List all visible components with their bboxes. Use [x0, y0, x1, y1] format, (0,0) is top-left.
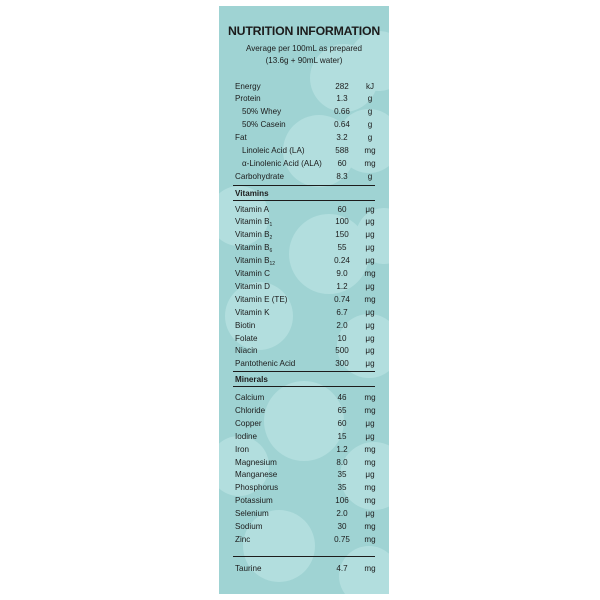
nutrient-name: Manganese	[235, 470, 278, 480]
nutrient-name: Biotin	[235, 320, 256, 330]
nutrient-row-calcium	[219, 391, 389, 404]
nutrient-value: 8.3	[336, 171, 348, 181]
nutrient-name: Vitamin C	[235, 269, 270, 278]
nutrient-row-sodium	[219, 520, 389, 533]
nutrient-row-50-whey	[219, 105, 389, 118]
nutrient-row-iodine	[219, 430, 389, 443]
nutrient-value: 35	[337, 483, 347, 493]
nutrient-row-copper	[219, 417, 389, 430]
nutrient-value: 1.2	[336, 444, 348, 454]
section-heading-minerals: Minerals	[235, 374, 268, 384]
nutrient-row-magnesium	[219, 456, 389, 469]
nutrient-value: 2.0	[336, 509, 348, 519]
divider	[233, 386, 375, 387]
nutrient-unit: g	[367, 107, 373, 117]
serving-preparation: (13.6g + 90mL water)	[265, 56, 343, 65]
nutrient-name: Pantothenic Acid	[235, 359, 296, 369]
nutrient-unit: mg	[364, 269, 376, 278]
nutrient-subscript: 1	[269, 222, 273, 229]
nutrient-unit: μg	[365, 320, 375, 330]
nutrient-unit: mg	[364, 534, 376, 544]
nutrient-value: 1.3	[336, 94, 348, 104]
nutrient-row-vitamin-b12	[219, 254, 389, 267]
nutrient-name: Vitamin $B_6$	[235, 243, 273, 255]
nutrient-unit: μg	[365, 333, 375, 343]
nutrient-row-taurine	[219, 562, 389, 575]
nutrient-value: 100	[335, 217, 349, 227]
nutrient-value: 60	[337, 418, 347, 428]
nutrient-value: 282	[335, 81, 349, 91]
nutrient-row-manganese	[219, 468, 389, 481]
nutrition-panel	[219, 6, 389, 594]
nutrient-row-vitamin-b6	[219, 241, 389, 254]
nutrient-value: 15	[337, 431, 347, 441]
nutrient-row-50-casein	[219, 118, 389, 131]
nutrient-name: Phosphorus	[235, 483, 279, 493]
nutrient-row-pantothenic-acid	[219, 357, 389, 370]
nutrient-unit: mg	[364, 444, 376, 454]
nutrient-name: Carbohydrate	[235, 171, 285, 181]
nutrient-value: 0.66	[334, 107, 350, 117]
nutrient-name: Linoleic Acid (LA)	[242, 146, 305, 155]
nutrient-value: 4.7	[336, 563, 348, 573]
nutrient-name: Protein	[235, 94, 261, 104]
nutrient-value: 500	[335, 346, 349, 356]
nutrient-unit: μg	[365, 243, 375, 253]
nutrient-value: 3.2	[336, 133, 348, 143]
nutrient-name: Vitamin $B_{12}$	[235, 256, 276, 268]
section-heading-vitamins: Vitamins	[235, 188, 269, 198]
nutrient-name: Vitamin K	[235, 307, 270, 317]
nutrient-row-potassium	[219, 494, 389, 507]
nutrient-name: Iron	[235, 444, 249, 454]
nutrient-row-linoleic-acid-la	[219, 144, 389, 157]
nutrient-row-selenium	[219, 507, 389, 520]
nutrient-subscript: 2	[269, 235, 273, 242]
nutrient-value: 0.64	[334, 120, 350, 130]
nutrient-row-energy	[219, 80, 389, 93]
nutrient-row-zinc	[219, 533, 389, 546]
nutrient-unit: g	[367, 171, 373, 181]
nutrient-value: 1.2	[336, 281, 348, 291]
nutrient-name: Vitamin A	[235, 204, 270, 214]
nutrient-name: 50% Whey	[242, 107, 282, 117]
nutrient-name: Energy	[235, 81, 261, 91]
nutrient-unit: g	[367, 94, 373, 104]
nutrient-unit: mg	[364, 496, 376, 506]
nutrient-unit: mg	[364, 457, 376, 467]
nutrient-row-linolenic-acid-ala	[219, 157, 389, 170]
nutrient-value: 9.0	[336, 269, 348, 278]
nutrient-name: Calcium	[235, 393, 265, 402]
nutrient-unit: μg	[365, 307, 375, 317]
nutrient-name: Folate	[235, 333, 258, 343]
divider	[233, 200, 375, 201]
nutrient-row-vitamin-e-te	[219, 293, 389, 306]
nutrient-name: Iodine	[235, 431, 258, 441]
nutrient-value: 8.0	[336, 457, 348, 467]
nutrient-unit: μg	[365, 204, 375, 214]
nutrient-name: Vitamin $B_1$	[235, 217, 273, 229]
nutrient-name: Chloride	[235, 405, 266, 415]
nutrient-value: 2.0	[336, 320, 348, 330]
nutrient-value: 588	[335, 146, 349, 155]
nutrient-name: Niacin	[235, 346, 258, 356]
nutrient-row-vitamin-k	[219, 306, 389, 319]
panel-content	[219, 6, 389, 594]
nutrient-row-iron	[219, 443, 389, 456]
nutrient-row-vitamin-d	[219, 280, 389, 293]
nutrient-row-protein	[219, 92, 389, 105]
nutrient-unit: mg	[364, 483, 376, 493]
nutrient-row-biotin	[219, 319, 389, 332]
nutrient-name: Magnesium	[235, 457, 277, 467]
nutrient-name: Sodium	[235, 522, 263, 531]
nutrient-row-fat	[219, 131, 389, 144]
nutrient-row-vitamin-b2	[219, 228, 389, 241]
nutrient-unit: mg	[364, 405, 376, 415]
nutrient-value: 55	[337, 243, 347, 253]
nutrient-row-carbohydrate	[219, 170, 389, 183]
nutrient-unit: g	[367, 120, 373, 130]
nutrient-unit: mg	[364, 393, 376, 402]
nutrient-unit: mg	[364, 522, 376, 531]
nutrient-name: α-Linolenic Acid (ALA)	[242, 158, 322, 168]
nutrient-row-vitamin-a	[219, 203, 389, 216]
nutrient-name: Selenium	[235, 509, 269, 519]
nutrient-unit: μg	[365, 256, 375, 266]
nutrient-unit: mg	[364, 158, 376, 168]
nutrient-name: 50% Casein	[242, 120, 286, 130]
nutrient-value: 65	[337, 405, 347, 415]
nutrient-value: 46	[337, 393, 347, 402]
nutrient-value: 10	[337, 333, 347, 343]
nutrient-value: 106	[335, 496, 349, 506]
nutrient-unit: μg	[365, 431, 375, 441]
nutrient-unit: μg	[365, 346, 375, 356]
nutrient-subscript: 12	[269, 261, 276, 268]
nutrient-row-vitamin-b1	[219, 215, 389, 228]
nutrient-unit: μg	[365, 509, 375, 519]
nutrient-unit: μg	[365, 230, 375, 240]
nutrient-unit: μg	[365, 418, 375, 428]
nutrient-value: 0.74	[334, 294, 350, 304]
nutrient-value: 60	[337, 204, 347, 214]
nutrient-value: 30	[337, 522, 347, 531]
nutrient-row-vitamin-c	[219, 267, 389, 280]
nutrient-name: Copper	[235, 418, 262, 428]
nutrient-value: 150	[335, 230, 349, 240]
nutrient-name: Taurine	[235, 563, 262, 573]
nutrient-name: Fat	[235, 133, 247, 143]
nutrient-row-folate	[219, 332, 389, 345]
nutrient-unit: μg	[365, 217, 375, 227]
nutrient-value: 60	[337, 158, 347, 168]
nutrient-value: 300	[335, 359, 349, 369]
nutrient-row-phosphorus	[219, 481, 389, 494]
nutrient-name: Zinc	[235, 534, 251, 544]
nutrient-name: Vitamin E (TE)	[235, 294, 288, 304]
serving-basis: Average per 100mL as prepared	[245, 44, 363, 53]
nutrient-name: Vitamin D	[235, 281, 270, 291]
panel-title: NUTRITION INFORMATION	[228, 24, 380, 38]
nutrient-value: 0.75	[334, 534, 350, 544]
nutrient-subscript: 6	[269, 248, 273, 255]
nutrient-value: 35	[337, 470, 347, 480]
nutrient-unit: μg	[365, 359, 375, 369]
divider	[233, 556, 375, 557]
nutrient-unit: μg	[365, 470, 375, 480]
nutrient-unit: kJ	[365, 81, 375, 91]
nutrient-unit: mg	[364, 146, 376, 155]
nutrient-unit: mg	[364, 563, 376, 573]
nutrient-name: Vitamin $B_2$	[235, 230, 273, 242]
nutrient-value: 6.7	[336, 307, 348, 317]
nutrient-unit: g	[367, 133, 373, 143]
nutrient-value: 0.24	[334, 256, 350, 266]
nutrient-row-niacin	[219, 344, 389, 357]
nutrient-name: Potassium	[235, 496, 273, 506]
nutrient-unit: mg	[364, 294, 376, 304]
nutrient-row-chloride	[219, 404, 389, 417]
nutrient-unit: μg	[365, 281, 375, 291]
